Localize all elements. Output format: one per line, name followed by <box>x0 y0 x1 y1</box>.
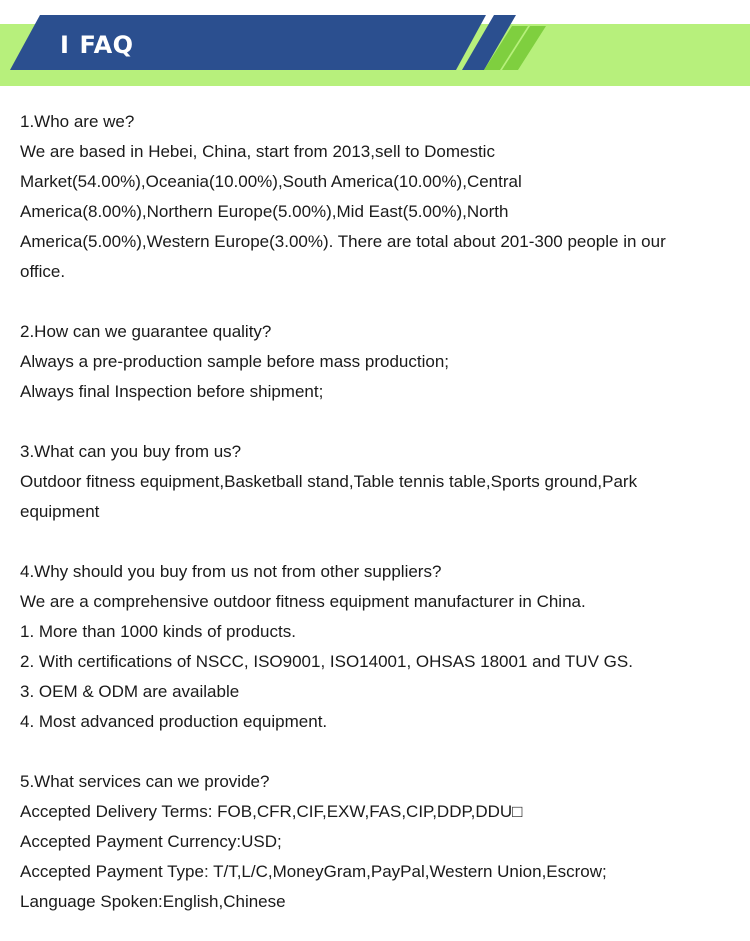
faq-answer-line: Accepted Delivery Terms: FOB,CFR,CIF,EXW,FAS,CIP,DDP,DDU□ <box>20 802 523 821</box>
faq-answer-line: America(5.00%),Western Europe(3.00%). There are total about 201-300 people in our <box>20 232 666 251</box>
section-spacer <box>20 407 730 437</box>
faq-answer-line: We are based in Hebei, China, start from 2013,sell to Domestic <box>20 142 495 161</box>
faq-answer-line: Language Spoken:English,Chinese <box>20 892 286 911</box>
section-spacer <box>20 287 730 317</box>
faq-answer-line: We are a comprehensive outdoor fitness equipment manufacturer in China. <box>20 592 586 611</box>
faq-section-products <box>20 437 730 527</box>
faq-answer-line: Outdoor fitness equipment,Basketball stand,Table tennis table,Sports ground,Park <box>20 472 638 491</box>
faq-answer-line: Accepted Payment Currency:USD; <box>20 832 282 851</box>
faq-section-who <box>20 107 730 287</box>
faq-answer-line: 1. More than 1000 kinds of products. <box>20 622 296 641</box>
faq-answer-line: Accepted Payment Type: T/T,L/C,MoneyGram,PayPal,Western Union,Escrow; <box>20 862 607 881</box>
faq-content <box>20 107 730 917</box>
faq-question: 5.What services can we provide? <box>20 772 270 791</box>
section-spacer <box>20 527 730 557</box>
faq-section-why-us <box>20 557 730 737</box>
faq-answer-line: 2. With certifications of NSCC, ISO9001, ISO14001, OHSAS 18001 and TUV GS. <box>20 652 633 671</box>
faq-banner <box>0 0 750 90</box>
faq-answer-line: office. <box>20 262 66 281</box>
title-text: FAQ <box>79 31 134 59</box>
faq-answer-line: Market(54.00%),Oceania(10.00%),South America(10.00%),Central <box>20 172 522 191</box>
section-spacer <box>20 737 730 767</box>
faq-answer-line: 3. OEM & ODM are available <box>20 682 240 701</box>
faq-answer-line: Always final Inspection before shipment; <box>20 382 324 401</box>
faq-question: 4.Why should you buy from us not from other suppliers? <box>20 562 442 581</box>
faq-question: 1.Who are we? <box>20 112 135 131</box>
page-title <box>60 28 134 62</box>
faq-question: 2.How can we guarantee quality? <box>20 322 272 341</box>
faq-answer-line: America(8.00%),Northern Europe(5.00%),Mid East(5.00%),North <box>20 202 509 221</box>
title-mark: I <box>60 31 70 59</box>
faq-section-quality <box>20 317 730 407</box>
faq-answer-line: equipment <box>20 502 100 521</box>
faq-answer-line: Always a pre-production sample before mass production; <box>20 352 449 371</box>
faq-section-services <box>20 767 730 917</box>
faq-answer-line: 4. Most advanced production equipment. <box>20 712 328 731</box>
faq-question: 3.What can you buy from us? <box>20 442 242 461</box>
